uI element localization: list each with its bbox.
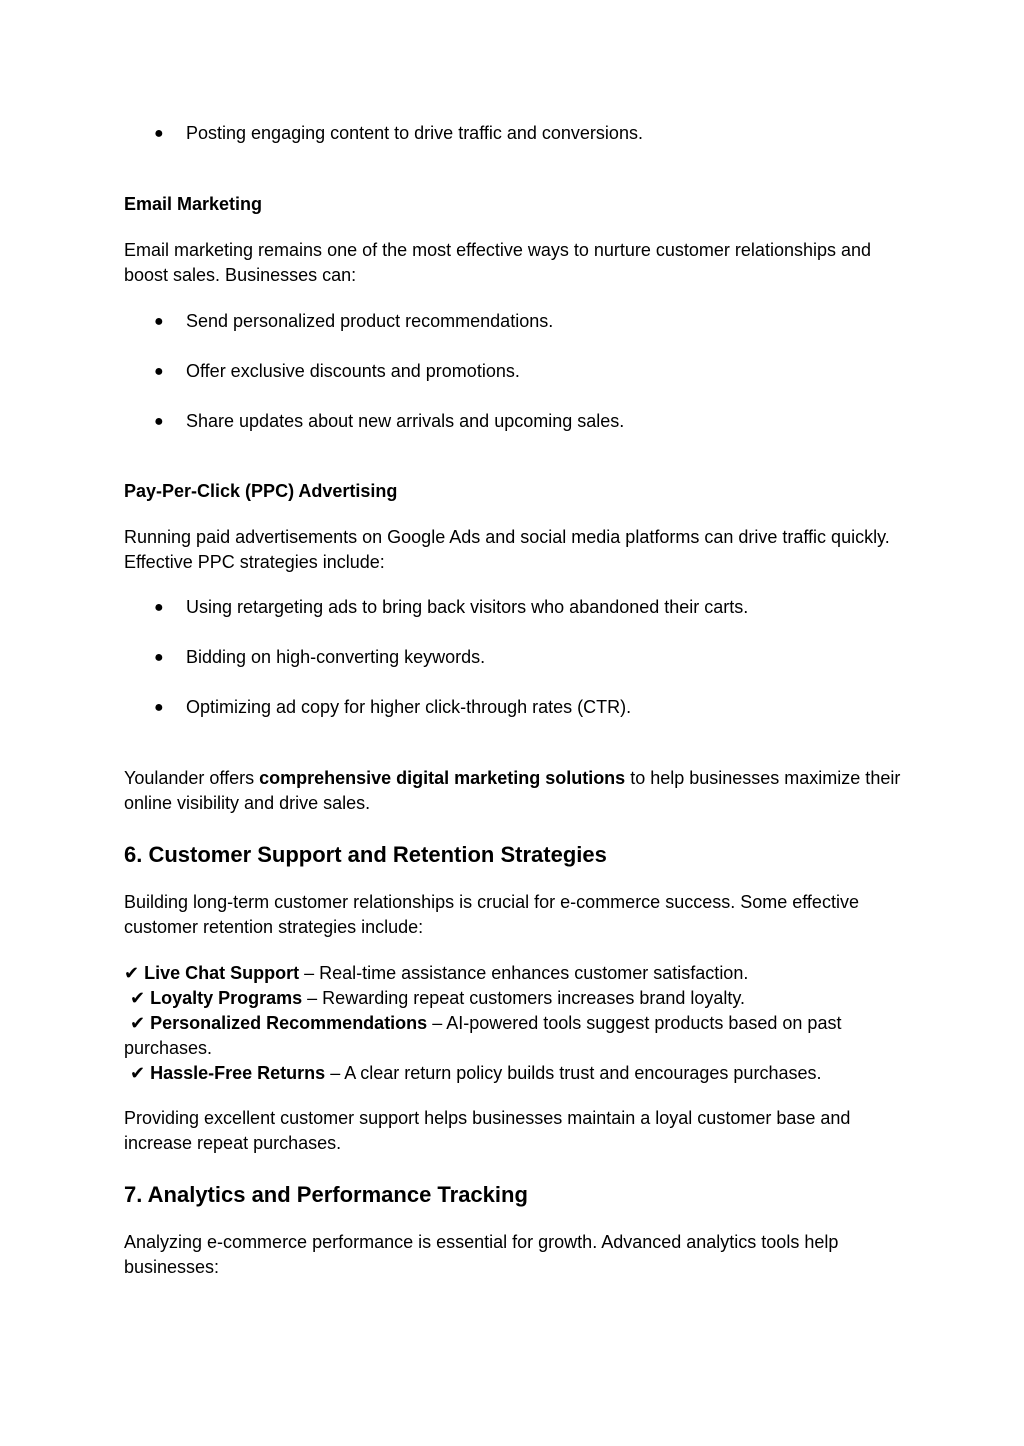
section7-heading-block — [124, 1180, 904, 1210]
check-item: ✔ Hassle-Free Returns – A clear return policy builds trust and encourages purchases. — [130, 1063, 822, 1083]
email-heading: Email Marketing — [124, 194, 263, 214]
bullet-icon: ● — [154, 363, 164, 380]
email-paragraph: Email marketing remains one of the most effective ways to nurture customer relationships and boost sales. Businesses can: — [124, 240, 872, 285]
check-icon: ✔ — [124, 963, 140, 983]
ppc-paragraph-block — [124, 525, 904, 575]
section6-closing-block — [124, 1106, 904, 1156]
section6-heading-block — [124, 840, 904, 870]
section6-heading: 6. Customer Support and Retention Strategies — [124, 842, 607, 867]
ppc-list-block — [124, 595, 904, 720]
bullet-icon: ● — [154, 599, 164, 616]
check-item: ✔ Live Chat Support – Real-time assistance enhances customer satisfaction. — [124, 963, 749, 983]
email-list-block — [124, 309, 904, 434]
bullet-icon: ● — [154, 649, 164, 666]
section7-heading: 7. Analytics and Performance Tracking — [124, 1182, 528, 1207]
email-list — [124, 309, 904, 434]
email-paragraph-block — [124, 238, 904, 288]
youlander-bold: comprehensive digital marketing solutions — [259, 768, 626, 788]
check-icon: ✔ — [130, 1013, 146, 1033]
ppc-paragraph: Running paid advertisements on Google Ads and social media platforms can drive traffic quickly. Effective PPC strategies include: — [124, 527, 890, 572]
youlander-paragraph: Youlander offers comprehensive digital marketing solutions to help businesses maximize their online visibility and drive sales. — [124, 768, 901, 813]
bullet-icon: ● — [154, 413, 164, 430]
section7-paragraph: Analyzing e-commerce performance is essential for growth. Advanced analytics tools help businesses: — [124, 1232, 839, 1277]
list-item: ● Using retargeting ads to bring back visitors who abandoned their carts. — [124, 595, 904, 620]
list-item: ● Offer exclusive discounts and promotions. — [124, 359, 904, 384]
section6-paragraph-block — [124, 890, 904, 940]
check-list — [124, 961, 904, 1086]
list-item: ● Bidding on high-converting keywords. — [124, 645, 904, 670]
check-item: ✔ Loyalty Programs – Rewarding repeat customers increases brand loyalty. — [130, 988, 746, 1008]
ppc-list — [124, 595, 904, 720]
list-item: ● Optimizing ad copy for higher click-through rates (CTR). — [124, 695, 904, 720]
check-icon: ✔ — [130, 988, 146, 1008]
bullet-icon: ● — [154, 313, 164, 330]
list-item: ● Send personalized product recommendations. — [124, 309, 904, 334]
list-item: ● Posting engaging content to drive traffic and conversions. — [124, 121, 904, 146]
section7-paragraph-block — [124, 1230, 904, 1280]
check-icon: ✔ — [130, 1063, 146, 1083]
email-section — [124, 192, 904, 217]
ppc-heading: Pay-Per-Click (PPC) Advertising — [124, 481, 398, 501]
list-item: ● Share updates about new arrivals and upcoming sales. — [124, 409, 904, 434]
intro-list-block — [124, 121, 904, 146]
section6-paragraph: Building long-term customer relationships is crucial for e-commerce success. Some effective customer retention strategies include: — [124, 892, 859, 937]
section6-checks-block — [124, 961, 904, 1086]
section6-closing: Providing excellent customer support helps businesses maintain a loyal customer base and increase repeat purchases. — [124, 1108, 851, 1153]
bullet-icon: ● — [154, 699, 164, 716]
check-item: ✔ Personalized Recommendations – AI-powered tools suggest products based on past purchases. — [124, 1013, 842, 1058]
youlander-block — [124, 766, 904, 816]
intro-list — [124, 121, 904, 146]
bullet-icon: ● — [154, 125, 164, 142]
ppc-section — [124, 479, 904, 504]
